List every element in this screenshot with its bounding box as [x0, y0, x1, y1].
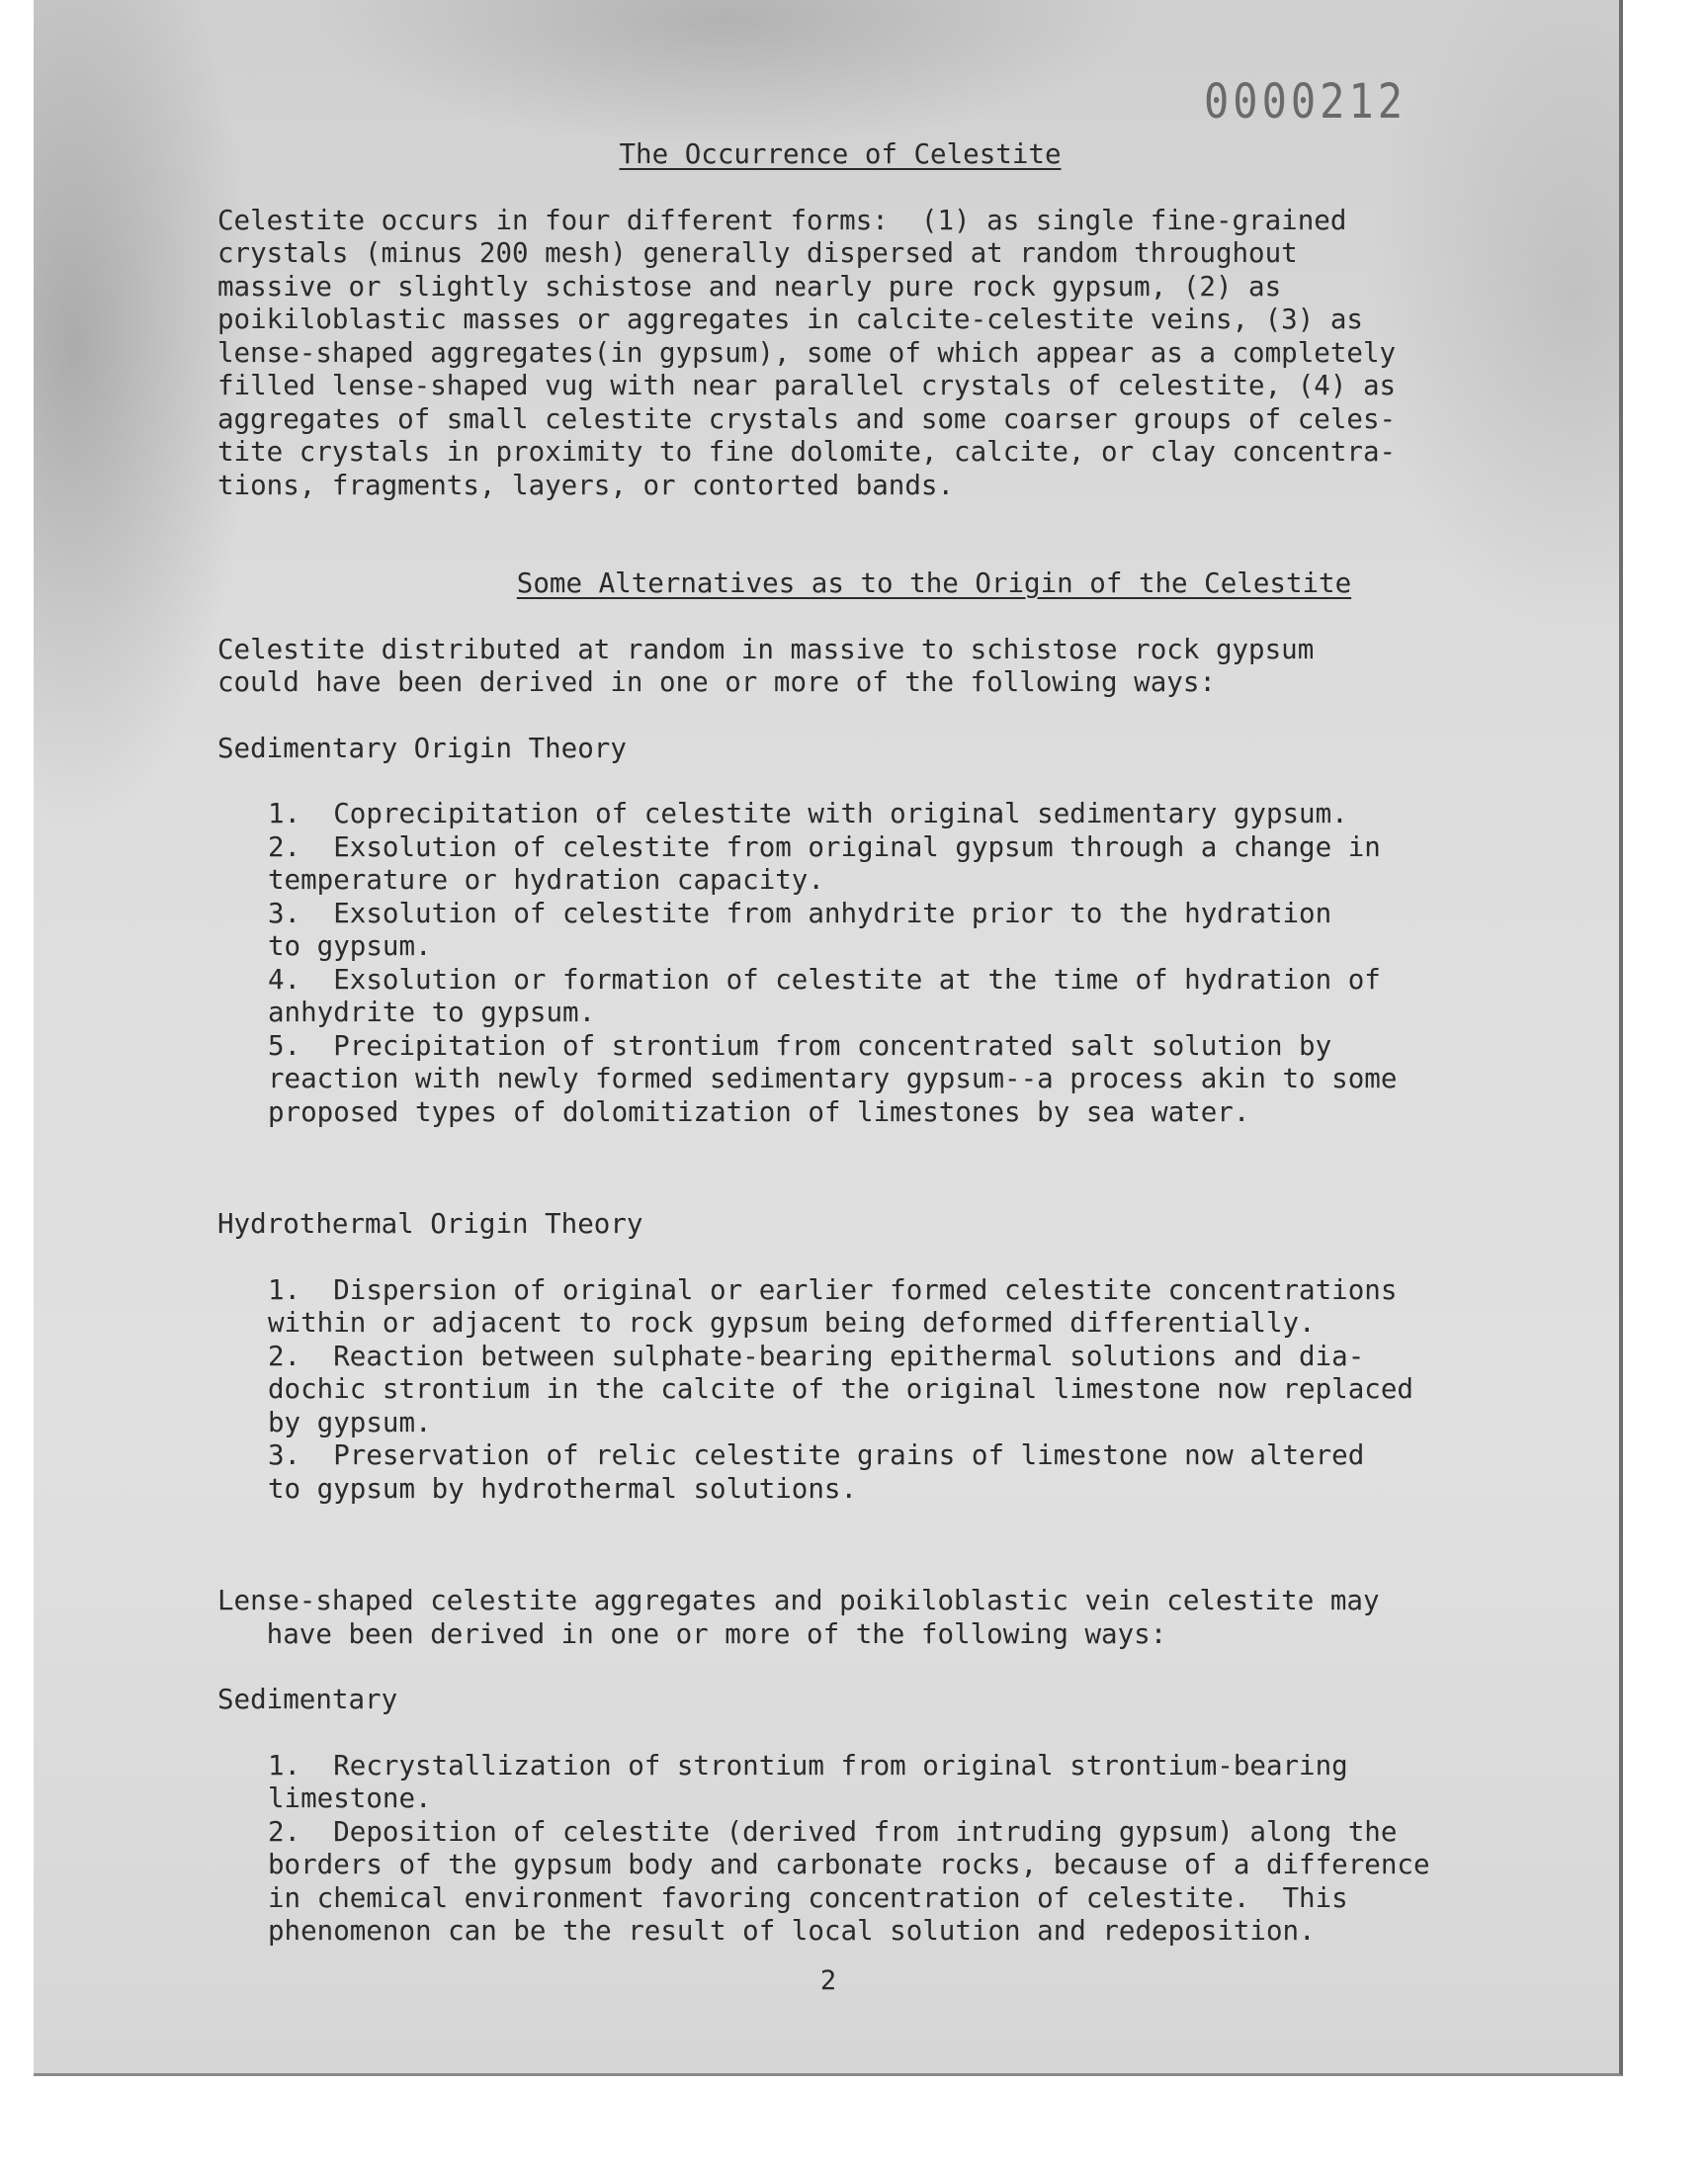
page-content — [217, 138, 1502, 1949]
list-line: phenomenon can be the result of local solution and redeposition. — [268, 1915, 1316, 1947]
paragraph-line: Celestite distributed at random in massive to schistose rock gypsum — [217, 633, 1315, 665]
intro-line: Celestite occurs in four different forms: (1) as single fine-grained — [217, 204, 1347, 236]
list-line: anhydrite to gypsum. — [268, 997, 596, 1028]
list-line: in chemical environment favoring concentration of celestite. This — [268, 1881, 1348, 1914]
list-line: 3. Preservation of relic celestite grains of limestone now altered — [268, 1439, 1365, 1471]
list-line: by gypsum. — [268, 1406, 432, 1438]
list-line: limestone. — [268, 1783, 432, 1814]
list-line: 4. Exsolution or formation of celestite at the time of hydration of — [268, 963, 1381, 996]
subsection-title: Sedimentary — [217, 1684, 398, 1715]
list-line: 1. Dispersion of original or earlier formed celestite concentrations — [268, 1273, 1398, 1306]
list-line: 2. Reaction between sulphate-bearing epithermal solutions and dia- — [268, 1340, 1365, 1372]
document-number: 0000212 — [1204, 73, 1408, 130]
list-line: temperature or hydration capacity. — [268, 864, 824, 896]
paragraph — [217, 634, 1502, 700]
list-line: dochic strontium in the calcite of the original limestone now replaced — [268, 1373, 1413, 1405]
list-line: 2. Exsolution of celestite from original gypsum through a change in — [268, 830, 1381, 863]
page-number: 2 — [819, 1965, 837, 1996]
intro-line: massive or slightly schistose and nearly pure rock gypsum, (2) as — [217, 270, 1282, 303]
paragraph — [217, 1585, 1502, 1651]
paragraph-line: Lense-shaped celestite aggregates and poikiloblastic vein celestite may — [217, 1585, 1380, 1616]
subsection-title: Sedimentary Origin Theory — [217, 732, 627, 764]
subsection-title: Hydrothermal Origin Theory — [217, 1208, 643, 1240]
numbered-list — [268, 798, 1502, 1129]
list-line: borders of the gypsum body and carbonate rocks, because of a difference — [268, 1849, 1430, 1880]
list-line: 1. Recrystallization of strontium from original strontium-bearing — [268, 1749, 1348, 1782]
list-line: to gypsum. — [268, 930, 432, 962]
intro-line: poikiloblastic masses or aggregates in calcite-celestite veins, (3) as — [217, 304, 1363, 335]
scanned-page — [34, 0, 1623, 2076]
numbered-list — [268, 1750, 1502, 1949]
numbered-list — [268, 1274, 1502, 1507]
list-line: 3. Exsolution of celestite from anhydrite prior to the hydration — [268, 897, 1332, 929]
list-line: reaction with newly formed sedimentary gypsum--a process akin to some — [268, 1063, 1398, 1094]
page-title: The Occurrence of Celestite — [619, 138, 1062, 170]
list-line: 1. Coprecipitation of celestite with original sedimentary gypsum. — [268, 798, 1348, 829]
section-heading: Some Alternatives as to the Origin of the Celestite — [516, 567, 1352, 599]
intro-line: lense-shaped aggregates(in gypsum), some of which appear as a completely — [217, 336, 1397, 369]
list-line: 5. Precipitation of strontium from concentrated salt solution by — [268, 1029, 1332, 1062]
intro-line: aggregates of small celestite crystals and some coarser groups of celes- — [217, 402, 1397, 435]
paragraph-line: could have been derived in one or more of the following ways: — [217, 666, 1216, 698]
intro-paragraph — [217, 205, 1502, 503]
paragraph-line: have been derived in one or more of the following ways: — [217, 1617, 1167, 1650]
list-line: to gypsum by hydrothermal solutions. — [268, 1472, 858, 1505]
list-line: 2. Deposition of celestite (derived from intruding gypsum) along the — [268, 1815, 1398, 1848]
intro-line: filled lense-shaped vug with near parallel crystals of celestite, (4) as — [217, 370, 1397, 401]
intro-line: crystals (minus 200 mesh) generally dispersed at random throughout — [217, 237, 1298, 269]
list-line: proposed types of dolomitization of limestones by sea water. — [268, 1095, 1250, 1128]
list-line: within or adjacent to rock gypsum being deformed differentially. — [268, 1307, 1316, 1339]
intro-line: tite crystals in proximity to fine dolomite, calcite, or clay concentra- — [217, 436, 1397, 468]
intro-line: tions, fragments, layers, or contorted bands. — [217, 469, 955, 501]
